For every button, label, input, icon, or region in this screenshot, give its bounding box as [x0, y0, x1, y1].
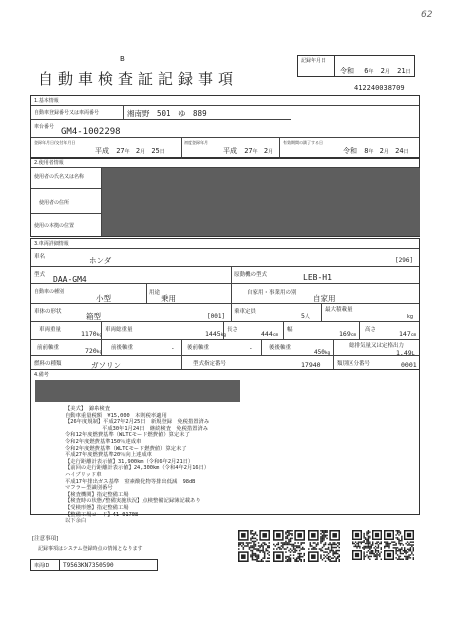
record-date-year-unit: 年 [368, 69, 374, 75]
vehicle-id-box [30, 559, 158, 571]
engine-label: 原動機の型式 [234, 272, 268, 278]
purpose-label: 自家用・事業用の別 [247, 290, 297, 296]
remarks-redaction [35, 380, 240, 402]
displacement-unit: L [411, 351, 415, 357]
kind-value: 小型 [96, 294, 111, 303]
record-date-month: 2 [380, 67, 385, 75]
record-date-day-unit: 日 [405, 69, 411, 75]
first-reg-label: 初度登録年月 [184, 140, 208, 145]
weight-unit: kg [96, 333, 103, 338]
height-value [399, 330, 416, 338]
width-label: 幅 [287, 327, 293, 333]
record-date-day: 21 [397, 67, 406, 75]
gross-weight-number: 1445 [205, 330, 221, 338]
user-info-redaction [102, 168, 420, 236]
width-unit: cm [350, 333, 357, 338]
purpose-value: 自家用 [313, 294, 336, 303]
maker-label: 車名 [34, 254, 46, 260]
remarks-line: 平成30年1月24日 継続検査 免税措置済み [65, 425, 209, 432]
rear-front-axle-value: - [249, 345, 253, 352]
capacity-value [301, 312, 310, 320]
expiry-era: 令和 [343, 147, 357, 155]
body-code: [001] [207, 313, 226, 320]
rear-axle-unit: kg [324, 351, 331, 356]
section-user-info [30, 157, 420, 237]
registered-date-value [95, 146, 165, 156]
maxload-unit: kg [407, 314, 414, 320]
remarks-line: 平成17年排出ガス基準 窒素酸化物等排出低減 98dB [65, 478, 196, 485]
remarks-line: 【走行距離計表示値】31,900km（令和6年2月21日） [65, 458, 194, 465]
rear-axle-label: 後後軸重 [269, 345, 292, 351]
use-label: 用途 [149, 290, 161, 296]
displacement-number: 1.49 [396, 349, 412, 357]
registered-date-label: 登録年月日/交付年月日 [34, 140, 76, 145]
type-cert-label: 型式指定番号 [193, 361, 227, 367]
registered-year-unit: 年 [124, 149, 130, 155]
remarks-line: 【検査機関】指定整備工場 [65, 491, 129, 498]
page-number: 62 [421, 10, 433, 20]
length-value [261, 330, 278, 338]
section-remarks [30, 369, 420, 525]
record-date-month-unit: 月 [384, 69, 390, 75]
category-value: 0001 [401, 361, 417, 369]
user-name-label: 使用者の氏名又は名称 [34, 174, 85, 180]
registered-year: 27 [116, 147, 125, 155]
registered-era: 平成 [95, 147, 109, 155]
user-address-label: 使用者の住所 [39, 200, 70, 206]
capacity-label: 乗車定員 [234, 309, 257, 315]
expiry-day: 24 [395, 147, 404, 155]
height-number: 147 [399, 330, 411, 338]
height-label: 高さ [365, 327, 377, 333]
record-date-year: 6 [364, 67, 369, 75]
expiry-value [343, 146, 409, 156]
maker-value: ホンダ [89, 256, 112, 265]
remarks-line: 【前回の走行距離計表示値】24,300km（令和4年2月16日） [65, 465, 210, 472]
remarks-line: 【整備工場コード】41-01708 [65, 511, 139, 518]
first-reg-month-unit: 月 [268, 149, 274, 155]
model-label: 型式 [34, 272, 46, 278]
section1-header: 1.基本情報 [34, 98, 59, 104]
rear-axle-number: 450 [314, 349, 325, 356]
note-text: 記録事項はシステム登録時点の情報となります [38, 546, 143, 552]
kind-label: 自動車の種別 [34, 289, 65, 295]
body-label: 車体の形状 [34, 309, 62, 315]
remarks-notes [65, 406, 209, 525]
front-axle-value [85, 347, 102, 355]
remarks-line: 令和12年度燃費基準（WLTCモード燃費値）算定未了 [65, 432, 190, 439]
section-vehicle-details [30, 238, 420, 370]
remarks-line: ハイブリッド車 [65, 471, 102, 478]
qr-code-group-right [352, 530, 414, 564]
width-number: 169 [339, 330, 351, 338]
length-label: 長さ [227, 327, 239, 333]
remarks-line: マフラー型識別番号 [65, 485, 113, 492]
chassis-label: 車台番号 [34, 124, 55, 130]
remarks-line: 平成27年度燃費基準20％向上達成車 [65, 452, 152, 459]
front-rear-axle-value: - [171, 345, 175, 352]
registered-month-unit: 月 [140, 149, 146, 155]
reg-number-label: 自動車登録番号又は車両番号 [34, 110, 100, 116]
maker-code: [296] [395, 257, 414, 264]
weight-number: 1170 [81, 330, 97, 338]
use-value: 乗用 [161, 294, 176, 303]
registered-day: 25 [151, 147, 160, 155]
length-number: 444 [261, 330, 273, 338]
section2-header: 2.使用者情報 [34, 160, 64, 166]
remarks-line: 【26年度規制】平成27年2月25日 新規登録 免税措置済み [65, 419, 210, 426]
section-basic-info [30, 95, 420, 159]
gross-weight-label: 車両総重量 [105, 327, 133, 333]
record-date-box [297, 55, 415, 77]
fuel-label: 燃料の種類 [34, 361, 62, 367]
record-date-label: 記録年月日 [301, 58, 327, 64]
capacity-unit: 人 [304, 314, 310, 320]
qr-code-group-left [238, 530, 342, 564]
front-rear-axle-label: 前後軸重 [111, 345, 134, 351]
height-unit: cm [410, 333, 417, 338]
rear-front-axle-label: 後前軸重 [187, 345, 210, 351]
first-reg-year: 27 [244, 147, 253, 155]
expiry-month-unit: 月 [383, 149, 389, 155]
marker-b: B [120, 55, 125, 63]
expiry-label: 有効期間の満了する日 [283, 140, 323, 145]
maxload-label: 最大積載量 [325, 307, 353, 313]
remarks-line: 【受検形態】指定整備工場 [65, 504, 129, 511]
first-reg-month: 2 [263, 147, 269, 155]
first-reg-era: 平成 [223, 147, 237, 155]
registered-day-unit: 日 [159, 149, 165, 155]
weight-value [81, 330, 102, 338]
expiry-year-unit: 年 [368, 149, 374, 155]
fuel-value: ガソリン [91, 361, 121, 370]
section3-header: 3.車両詳細情報 [34, 241, 69, 247]
expiry-day-unit: 日 [403, 149, 409, 155]
registered-month: 2 [135, 147, 141, 155]
displacement-label: 総排気量又は定格出力 [349, 343, 405, 349]
base-location-label: 使用の本拠の位置 [34, 223, 75, 229]
model-value: DAA-GM4 [53, 275, 87, 284]
remarks-line: 令和2年度燃費基準150％達成車 [65, 438, 142, 445]
document-number: 412240038709 [354, 84, 405, 92]
gross-weight-unit: kg [220, 333, 227, 338]
front-axle-unit: kg [96, 350, 103, 355]
front-axle-label: 前前軸重 [37, 345, 60, 351]
vehicle-id-value: T9563KN7350590 [63, 562, 114, 569]
record-date-era: 令和 [340, 67, 354, 75]
remarks-line: 自動車重量税額 ¥15,000 本則税率適用 [65, 412, 167, 419]
weight-label: 車両重量 [39, 327, 62, 333]
first-reg-year-unit: 年 [252, 149, 258, 155]
reg-number-value: 湘南野 501 ゆ 889 [127, 109, 207, 118]
remarks-line: 【美式】 錦糸検査 [65, 406, 111, 412]
section4-header: 4.備考 [34, 372, 49, 378]
expiry-year: 8 [364, 147, 369, 155]
remarks-line: 令和2年度燃費基準（WLTCモード燃費値）算定未了 [65, 445, 187, 452]
type-cert-value: 17940 [301, 361, 321, 369]
category-label: 類別区分番号 [337, 361, 371, 367]
body-value: 箱型 [86, 312, 101, 321]
first-reg-value [223, 146, 273, 156]
front-axle-number: 720 [85, 347, 97, 355]
document-title: 自動車検査証記録事項 [38, 70, 239, 88]
width-value [339, 330, 356, 338]
note-title: [注意事項] [32, 536, 59, 542]
length-unit: cm [272, 333, 279, 338]
chassis-value: GM4-1002298 [61, 127, 121, 137]
capacity-number: 5 [301, 312, 305, 320]
remarks-line: 以下余白 [65, 518, 87, 525]
remarks-line: 【検査時の状態/整備実施状況】点検整備記録簿記載あり [65, 498, 201, 505]
expiry-month: 2 [379, 147, 384, 155]
vehicle-id-label: 車両ID [34, 563, 50, 569]
engine-value: LEB-H1 [303, 273, 332, 282]
